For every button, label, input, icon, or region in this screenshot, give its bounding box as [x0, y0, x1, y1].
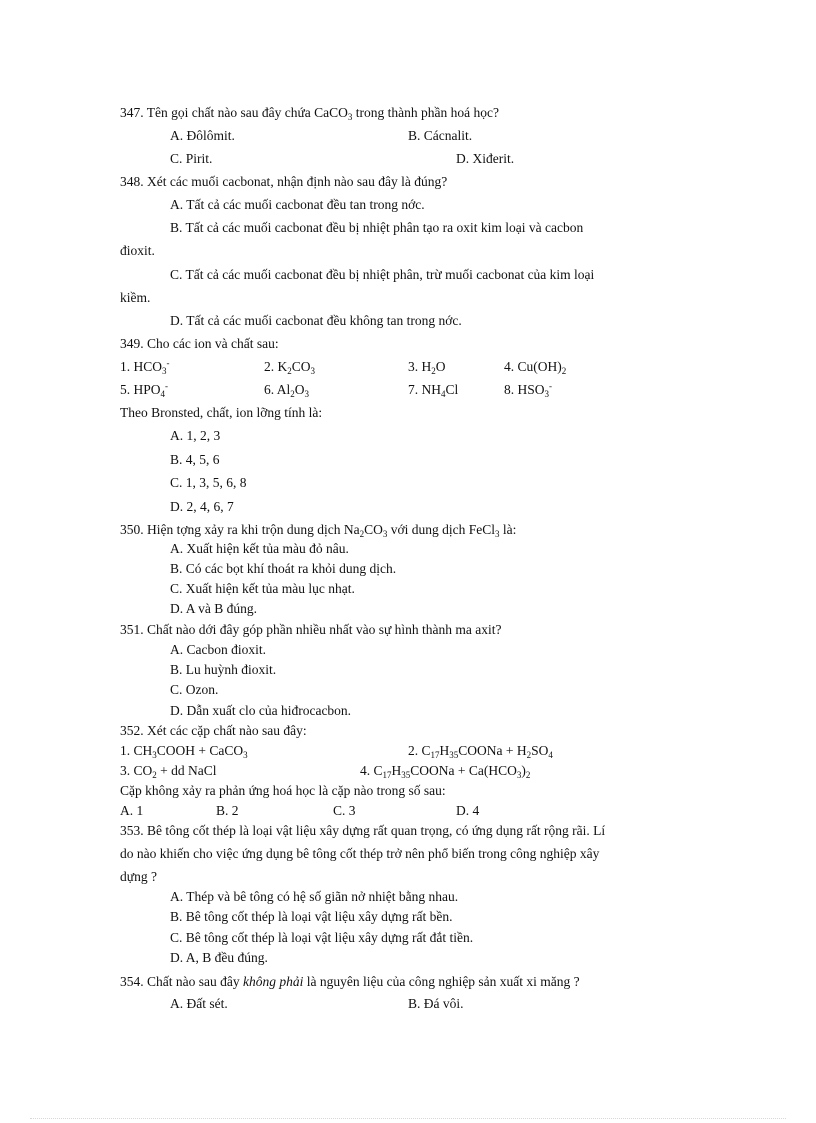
- question-353-line1: 353. Bê tông cốt thép là loại vật liệu xây dựng rất quan trọng, có ứng dụng rất rộng rãi. Lí: [120, 823, 606, 838]
- q352-pair-1: 1. $CH_3COOH$ + CaCO$_3$: [120, 743, 248, 760]
- q348-option-a: A. Tất cả các muối cacbonat đều tan trong nớc.: [170, 197, 425, 212]
- q353-option-c: C. Bê tông cốt thép là loại vật liệu xây dựng rất đắt tiền.: [170, 930, 474, 945]
- q352-pair-3: 3. $CO_2$ + dd NaCl: [120, 763, 217, 780]
- q349-option-d: D. 2, 4, 6, 7: [170, 499, 234, 514]
- q347-option-b: B. Cácnalit.: [408, 128, 473, 143]
- q349-item-7: 7. $NH_4Cl$: [408, 382, 459, 399]
- q350-option-c: C. Xuất hiện kết tủa màu lục nhạt.: [170, 581, 355, 596]
- question-353-line2: do nào khiến cho việc ứng dụng bê tông cốt thép trở nên phổ biến trong công nghiệp xây: [120, 846, 600, 861]
- question-353-line3: dựng ?: [120, 869, 157, 884]
- q352-lead: Cặp không xảy ra phản ứng hoá học là cặp nào trong số sau:: [120, 783, 446, 798]
- q351-option-d: D. Dẫn xuất clo của hiđrocacbon.: [170, 703, 352, 718]
- q350-option-b: B. Có các bọt khí thoát ra khỏi dung dịch.: [170, 561, 397, 576]
- q349-item-1: 1. $HCO_3^-$: [120, 358, 170, 376]
- q351-option-a: A. Cacbon đioxit.: [170, 642, 266, 657]
- q347-option-c: C. Pirit.: [170, 151, 213, 166]
- q350-option-a: A. Xuất hiện kết tủa màu đỏ nâu.: [170, 541, 349, 556]
- q348-option-c-line1: C. Tất cả các muối cacbonat đều bị nhiệt phân, trừ muối cacbonat của kim loại: [170, 267, 595, 282]
- q349-item-3: 3. $H_2O$: [408, 359, 446, 376]
- q349-item-8: 8. $HSO_3^-$: [504, 381, 553, 399]
- q354-option-b: B. Đá vôi.: [408, 996, 464, 1011]
- q347-option-d: D. Xiđerit.: [456, 151, 515, 166]
- q347-option-a: A. Đôlômit.: [170, 128, 235, 143]
- question-351-stem: 351. Chất nào dới đây góp phần nhiều nhất vào sự hình thành ma axit?: [120, 622, 502, 637]
- page-bottom-border: [30, 1118, 786, 1119]
- question-348-stem: 348. Xét các muối cacbonat, nhận định nào sau đây là đúng?: [120, 174, 448, 189]
- q349-item-6: 6. $Al_2O_3$: [264, 382, 310, 399]
- q353-option-a: A. Thép và bê tông có hệ số giãn nở nhiệt bằng nhau.: [170, 889, 459, 904]
- q352-pair-2: 2. $C_{17}H_{35}COONa + H_2SO_4$: [408, 743, 553, 760]
- q349-lead: Theo Bronsted, chất, ion lỡng tính là:: [120, 405, 323, 420]
- q349-option-b: B. 4, 5, 6: [170, 452, 220, 467]
- q348-option-b-line2: đioxit.: [120, 243, 155, 258]
- q349-option-c: C. 1, 3, 5, 6, 8: [170, 475, 247, 490]
- q348-option-d: D. Tất cả các muối cacbonat đều không tan trong nớc.: [170, 313, 462, 328]
- q349-item-5: 5. $HPO_4^-$: [120, 381, 169, 399]
- q349-item-4: 4. $Cu(OH)_2$: [504, 359, 567, 376]
- q354-option-a: A. Đất sét.: [170, 996, 228, 1011]
- question-350-stem: 350. Hiện tợng xảy ra khi trộn dung dịch $Na_2CO_3$ với dung dịch FeCl$_3$ là:: [120, 522, 517, 539]
- q352-pair-4: 4. $C_{17}H_{35}COONa + Ca(HCO_3)_2$: [360, 763, 531, 780]
- q350-option-d: D. A và B đúng.: [170, 601, 258, 616]
- q352-option-c: C. 3: [333, 803, 356, 818]
- q351-option-c: C. Ozon.: [170, 682, 219, 697]
- q351-option-b: B. Lu huỳnh đioxit.: [170, 662, 277, 677]
- q352-option-b: B. 2: [216, 803, 239, 818]
- q352-option-d: D. 4: [456, 803, 480, 818]
- q352-option-a: A. 1: [120, 803, 144, 818]
- question-347-stem: 347. Tên gọi chất nào sau đây chứa CaCO$_3$ trong thành phần hoá học?: [120, 105, 499, 122]
- q349-option-a: A. 1, 2, 3: [170, 428, 221, 443]
- q348-option-b-line1: B. Tất cả các muối cacbonat đều bị nhiệt phân tạo ra oxit kim loại và cacbon: [170, 220, 584, 235]
- q348-option-c-line2: kiềm.: [120, 290, 151, 305]
- question-352-stem: 352. Xét các cặp chất nào sau đây:: [120, 723, 307, 738]
- q353-option-d: D. A, B đều đúng.: [170, 950, 268, 965]
- q353-option-b: B. Bê tông cốt thép là loại vật liệu xây dựng rất bền.: [170, 909, 453, 924]
- question-354-stem: 354. Chất nào sau đây không phải là nguyên liệu của công nghiệp sản xuất xi măng ?: [120, 974, 580, 989]
- question-349-stem: 349. Cho các ion và chất sau:: [120, 336, 279, 351]
- q349-item-2: 2. $K_2CO_3$: [264, 359, 316, 376]
